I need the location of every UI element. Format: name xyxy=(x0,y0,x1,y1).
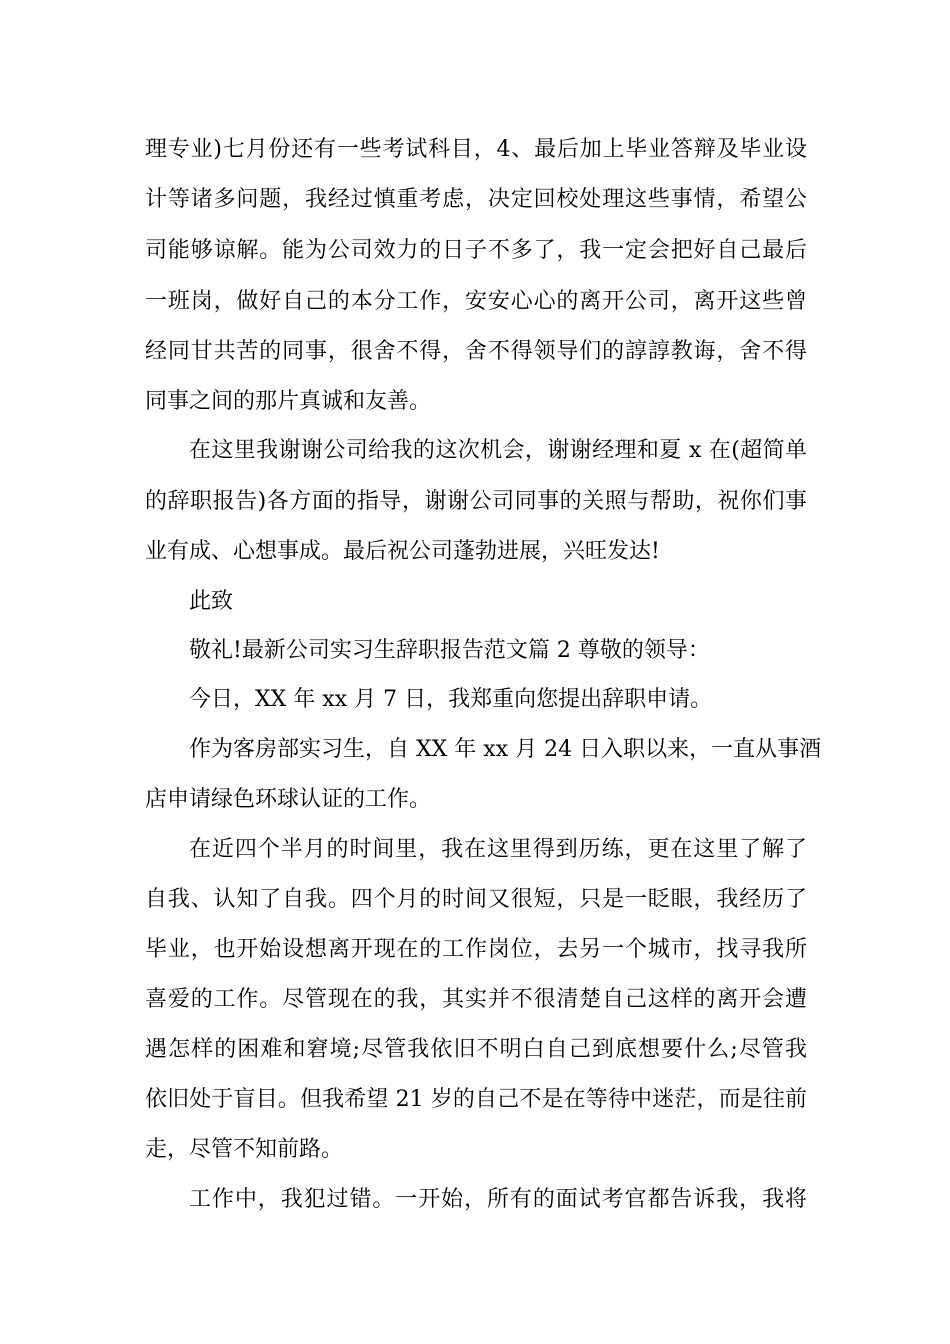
text-line: 走，尽管不知前路。 xyxy=(145,1137,344,1162)
text-line: 喜爱的工作。尽管现在的我，其实并不很清楚自己这样的离开会遭 xyxy=(145,987,807,1012)
text-line: 的辞职报告)各方面的指导，谢谢公司同事的关照与帮助，祝你们事 xyxy=(145,489,807,514)
text-line: 司能够谅解。能为公司效力的日子不多了，我一定会把好自己最后 xyxy=(145,238,807,263)
text-line: 店申请绿色环球认证的工作。 xyxy=(145,787,432,812)
text-line: 敬礼!最新公司实习生辞职报告范文篇 2 尊敬的领导： xyxy=(189,638,710,663)
text-line: 遇怎样的困难和窘境;尽管我依旧不明白自己到底想要什么;尽管我 xyxy=(145,1037,807,1062)
text-line: 此致 xyxy=(189,589,234,614)
text-line: 同事之间的那片真诚和友善。 xyxy=(145,389,432,414)
text-line: 在这里我谢谢公司给我的这次机会，谢谢经理和夏 x 在(超简单 xyxy=(189,438,807,463)
text-line: 在近四个半月的时间里，我在这里得到历练，更在这里了解了 xyxy=(189,837,807,862)
text-line: 一班岗，做好自己的本分工作，安安心心的离开公司，离开这些曾 xyxy=(145,289,807,314)
text-line: 工作中，我犯过错。一开始，所有的面试考官都告诉我，我将 xyxy=(189,1187,807,1212)
text-line: 依旧处于盲目。但我希望 21 岁的自己不是在等待中迷茫，而是往前 xyxy=(145,1087,807,1112)
text-line: 今日，XX 年 xx 月 7 日，我郑重向您提出辞职申请。 xyxy=(189,687,713,712)
text-line: 计等诸多问题，我经过慎重考虑，决定回校处理这些事情，希望公 xyxy=(145,187,807,212)
text-line: 自我、认知了自我。四个月的时间又很短，只是一眨眼，我经历了 xyxy=(145,887,807,912)
text-line: 业有成、心想事成。最后祝公司蓬勃进展，兴旺发达! xyxy=(145,539,660,564)
text-line: 毕业，也开始设想离开现在的工作岗位，去另一个城市，找寻我所 xyxy=(145,937,807,962)
text-line: 理专业)七月份还有一些考试科目，4、最后加上毕业答辩及毕业设 xyxy=(145,137,807,162)
text-line: 作为客房部实习生，自 XX 年 xx 月 24 日入职以来，一直从事酒 xyxy=(189,737,822,762)
text-line: 经同甘共苦的同事，很舍不得，舍不得领导们的諄諄教诲，舍不得 xyxy=(145,339,807,364)
